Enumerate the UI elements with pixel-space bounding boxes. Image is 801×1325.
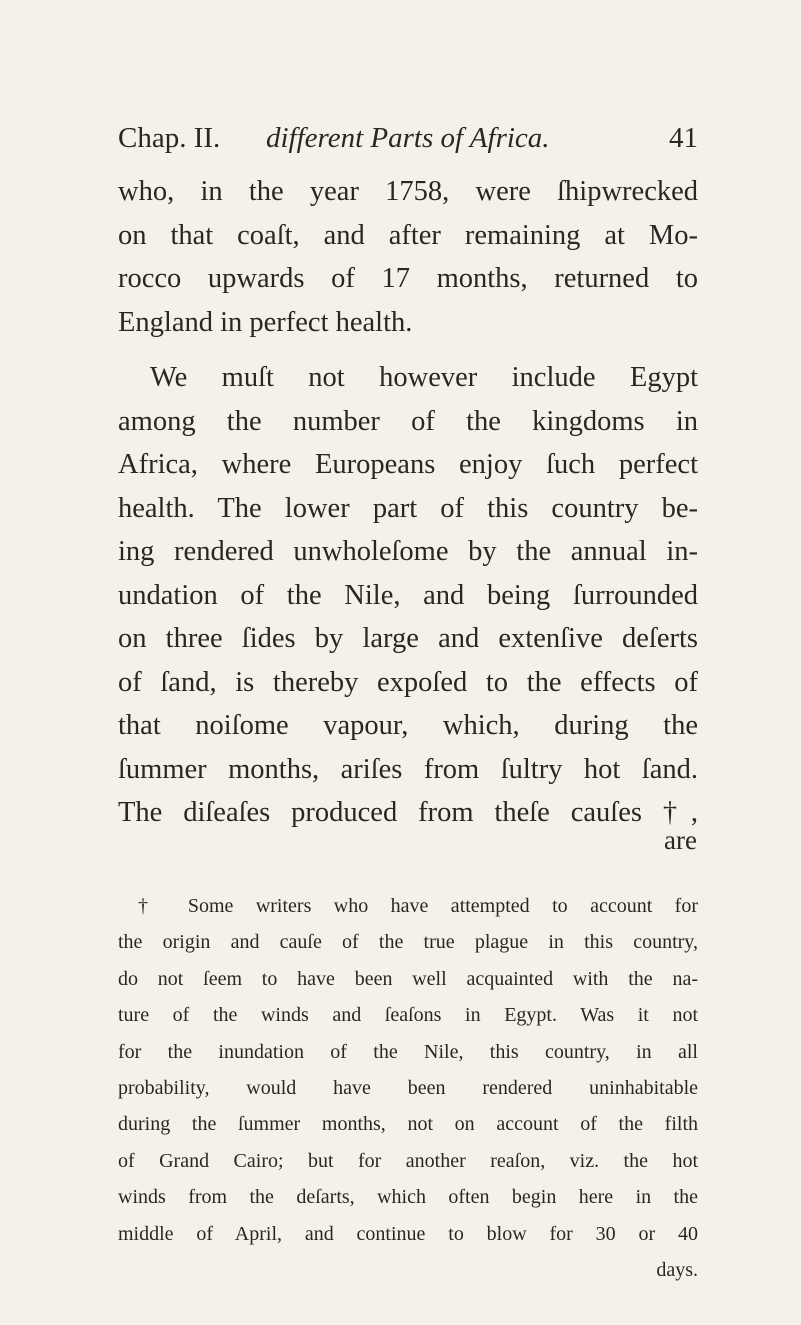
footnote-line: days. <box>656 1258 698 1281</box>
text-line: on three ſides by large and extenſive deſerts <box>118 623 698 654</box>
text-line: who, in the year 1758, were ſhipwrecked <box>118 176 698 207</box>
text-line: The diſeaſes produced from theſe cauſes †, <box>118 797 698 828</box>
text-line: health. The lower part of this country be- <box>118 492 698 524</box>
footnote-line: of Grand Cairo; but for another reaſon, viz. the hot <box>118 1149 698 1172</box>
chapter-label: Chap. II. <box>118 122 221 154</box>
catchword: are <box>664 825 697 855</box>
text-line: undation of the Nile, and being ſurrounded <box>118 579 698 611</box>
text-line: on that coaſt, and after remaining at Mo- <box>118 219 698 251</box>
text-line: Africa, where Europeans enjoy ſuch perfect <box>118 449 698 480</box>
main-text <box>118 170 698 835</box>
footnote <box>118 888 698 1288</box>
footnote-line: during the ſummer months, not on account of the filth <box>118 1113 698 1136</box>
page-number: 41 <box>669 122 698 154</box>
text-line: England in perfect health. <box>118 306 413 338</box>
running-title: different Parts of Africa. <box>266 122 550 154</box>
footnote-line: for the inundation of the Nile, this country, in all <box>118 1040 698 1063</box>
footnote-line: probability, would have been rendered uninhabitable <box>118 1076 698 1099</box>
footnote-line: ture of the winds and ſeaſons in Egypt. Was it not <box>118 1004 698 1027</box>
footnote-line: † Some writers who have attempted to account for <box>138 895 698 917</box>
text-line: ing rendered unwholeſome by the annual in- <box>118 536 698 567</box>
footnote-line: middle of April, and continue to blow for 30 or 40 <box>118 1222 698 1245</box>
text-line: that noiſome vapour, which, during the <box>118 710 698 741</box>
footnote-line: the origin and cauſe of the true plague in this country, <box>118 931 698 954</box>
paragraph-gap <box>118 344 698 356</box>
text-line: We muſt not however include Egypt <box>150 362 698 393</box>
page-header <box>118 122 698 162</box>
text-line: ſummer months, ariſes from ſultry hot ſand. <box>118 753 698 785</box>
text-line: rocco upwards of 17 months, returned to <box>118 263 698 294</box>
text-line: among the number of the kingdoms in <box>118 405 698 437</box>
text-line: of ſand, is thereby expoſed to the effects of <box>118 666 698 698</box>
footnote-line: do not ſeem to have been well acquainted with the na- <box>118 967 698 990</box>
footnote-line: winds from the deſarts, which often begin here in the <box>118 1186 698 1209</box>
